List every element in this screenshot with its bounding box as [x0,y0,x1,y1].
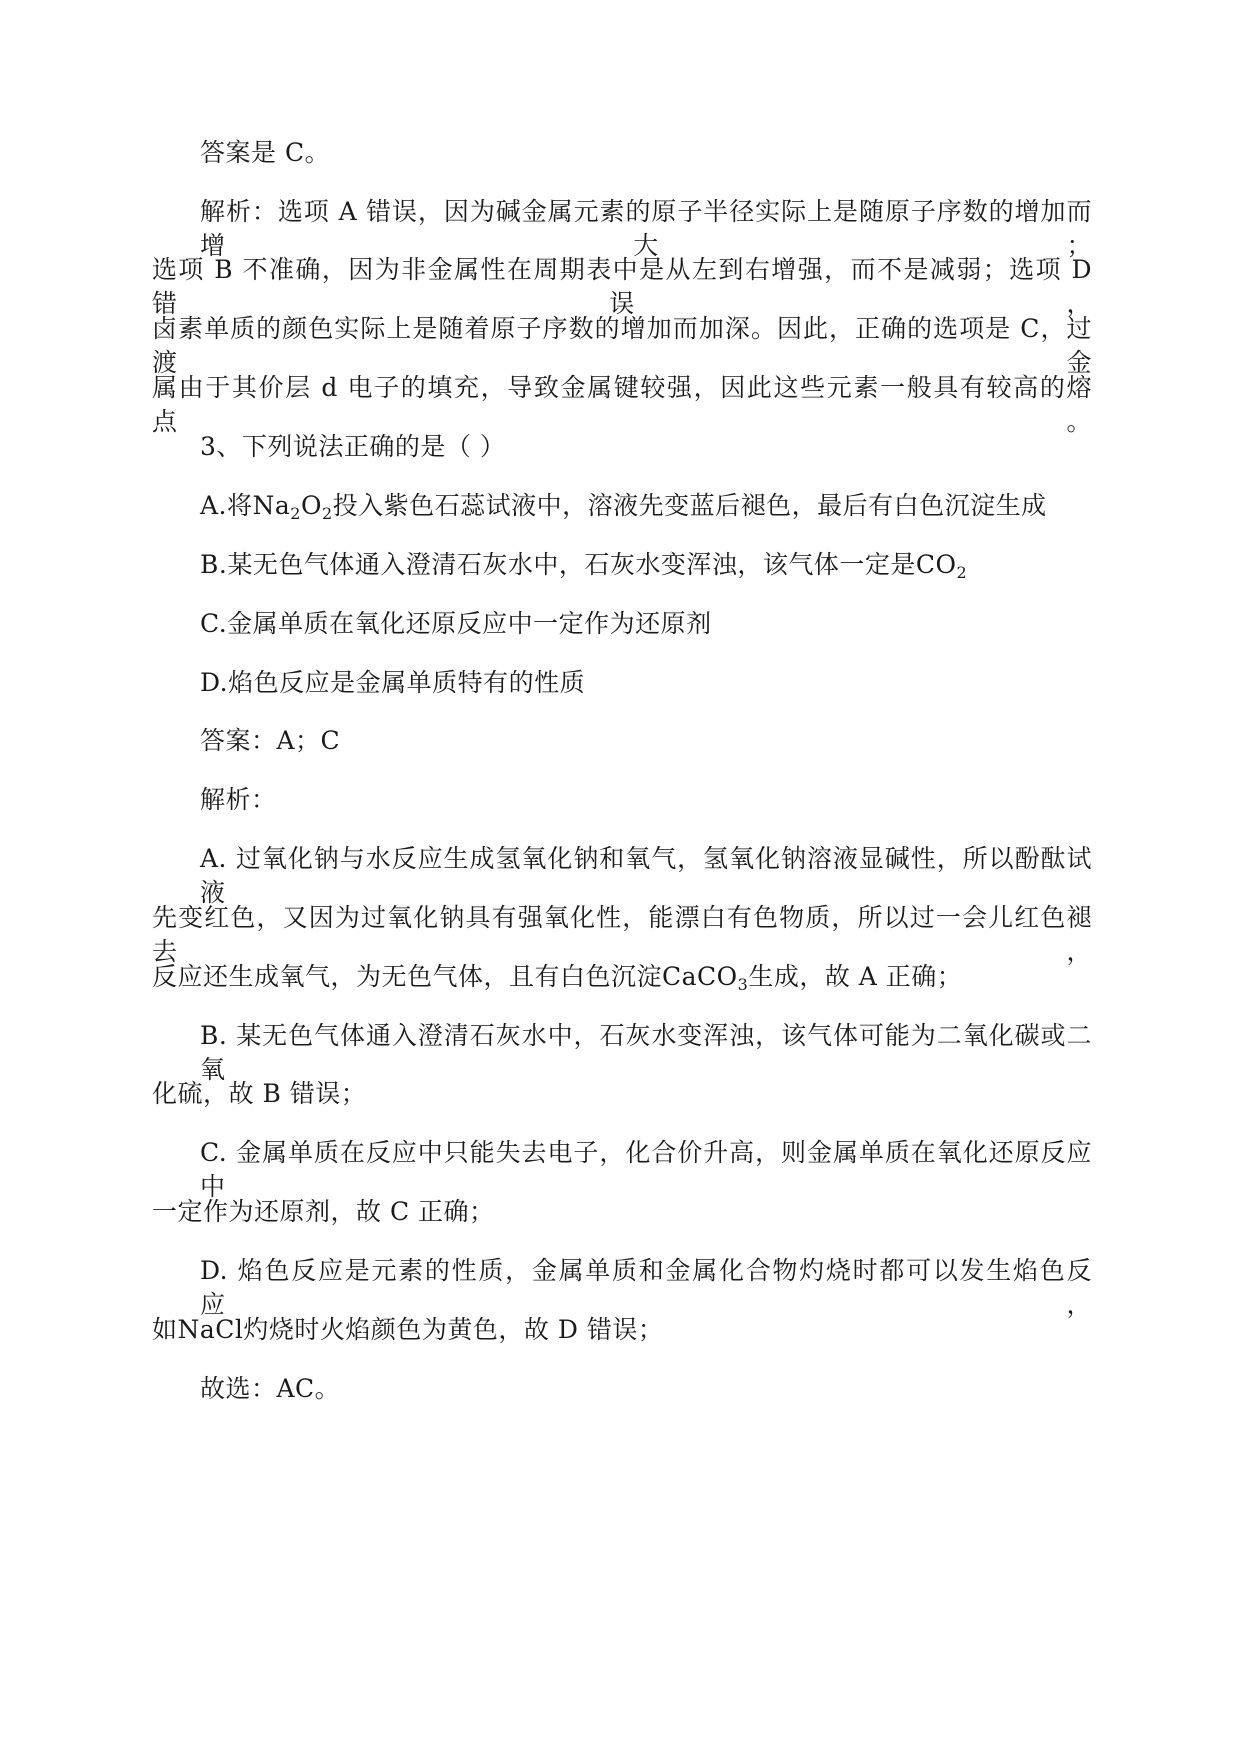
explanation-b-line-1: B. 某无色气体通入澄清石灰水中，石灰水变浑浊，该气体可能为二氧化碳或二氧 [200,1021,1092,1084]
explanation-a-line-2: 先变红色，又因为过氧化钠具有强氧化性，能漂白有色物质，所以过一会儿红色褪去， [152,903,1092,966]
explanation-a-line-3-sub: 3 [737,975,749,994]
question-3-answer: 答案：A；C [200,726,341,755]
option-a-mid: O [300,491,322,520]
previous-analysis-line-1: 解析：选项 A 错误，因为碱金属元素的原子半径实际上是随原子序数的增加而增大； [200,197,1092,260]
option-b-sub: 2 [956,563,968,582]
option-d: D.焰色反应是金属单质特有的性质 [200,668,586,697]
question-3-analysis-label: 解析： [200,785,277,814]
explanation-c-line-1: C. 金属单质在反应中只能失去电子，化合价升高，则金属单质在氧化还原反应中 [200,1138,1092,1201]
explanation-b-line-2: 化硫，故 B 错误； [152,1079,367,1108]
previous-analysis-line-3: 卤素单质的颜色实际上是随着原子序数的增加而加深。因此，正确的选项是 C，过渡金 [152,314,1092,377]
previous-analysis-line-4: 属由于其价层 d 电子的填充，导致金属键较强，因此这些元素一般具有较高的熔点。 [152,373,1092,436]
option-a [200,489,1092,523]
explanation-a-line-3-prefix: 反应还生成氧气，为无色气体，且有白色沉淀CaCO [152,962,738,991]
option-a-sub-1: 2 [290,504,301,523]
option-b [200,548,1092,582]
explanation-a-line-3-suffix: 生成，故 A 正确； [748,962,963,991]
explanation-c-line-2: 一定作为还原剂，故 C 正确； [152,1197,495,1226]
option-b-text: B.某无色气体通入澄清石灰水中，石灰水变浑浊，该气体一定是CO [200,550,957,579]
explanation-d-line-2: 如NaCl灼烧时火焰颜色为黄色，故 D 错误； [152,1315,664,1344]
option-a-suffix: 投入紫色石蕊试液中，溶液先变蓝后褪色，最后有白色沉淀生成 [332,491,1047,520]
explanation-d-line-1: D. 焰色反应是元素的性质，金属单质和金属化合物灼烧时都可以发生焰色反应， [200,1256,1092,1319]
explanation-a-line-3 [152,960,1092,994]
previous-analysis-line-2: 选项 B 不准确，因为非金属性在周期表中是从左到右增强，而不是减弱；选项 D 错误， [152,255,1092,318]
previous-answer: 答案是 C。 [200,138,331,167]
final-selection: 故选：AC。 [200,1374,341,1403]
option-c: C.金属单质在氧化还原反应中一定作为还原剂 [200,609,712,638]
option-a-sub-2: 2 [321,504,333,523]
option-a-prefix: A.将Na [200,491,291,520]
question-3-stem: 3、下列说法正确的是（ ） [200,432,506,461]
explanation-a-line-1: A. 过氧化钠与水反应生成氢氧化钠和氧气，氢氧化钠溶液显碱性，所以酚酞试液 [200,844,1092,907]
